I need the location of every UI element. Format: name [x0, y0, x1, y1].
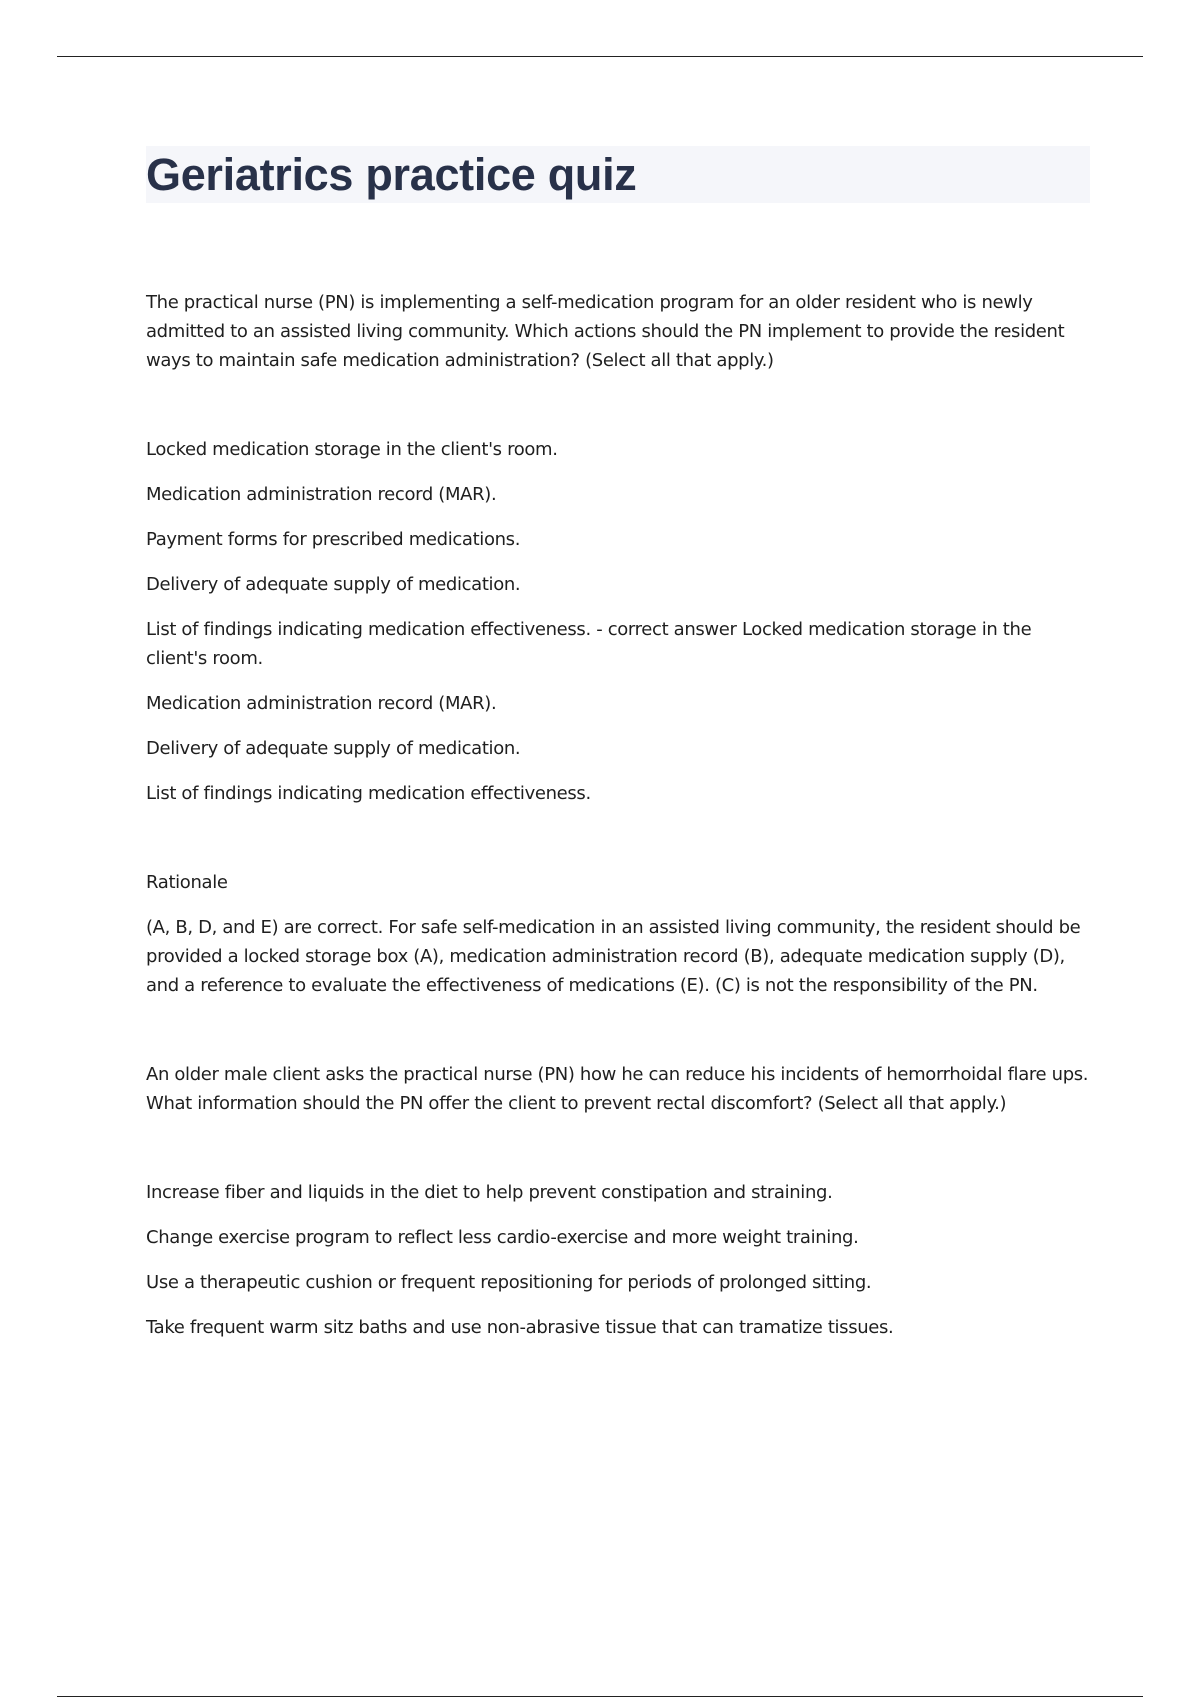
page-title: Geriatrics practice quiz — [146, 149, 637, 200]
question-1-option: Delivery of adequate supply of medication. — [146, 574, 521, 595]
top-rule — [57, 56, 1143, 57]
rationale-text: (A, B, D, and E) are correct. For safe self-medication in an assisted living community, the resident should be provided a locked storage box (A), medication administration record (B), adequate medication supply (D), and a reference to evaluate the effectiveness of medications (E). (C) is not the responsibility of the PN. — [146, 917, 1081, 996]
question-1-answer-item: Medication administration record (MAR). — [146, 693, 497, 714]
rationale-label: Rationale — [146, 872, 228, 893]
question-1-option: Medication administration record (MAR). — [146, 484, 497, 505]
question-1-option-with-answer: List of findings indicating medication effectiveness. - correct answer Locked medication storage in the client's room. — [146, 619, 1032, 669]
title-banner — [146, 146, 1090, 203]
question-2-text: An older male client asks the practical nurse (PN) how he can reduce his incidents of hemorrhoidal flare ups. What information should the PN offer the client to prevent rectal discomfort? (Select all that apply.) — [146, 1064, 1089, 1114]
question-1-option: Locked medication storage in the client's room. — [146, 439, 558, 460]
document-body — [146, 146, 1090, 1358]
question-1-answer-item: List of findings indicating medication effectiveness. — [146, 783, 591, 804]
bottom-rule — [57, 1696, 1143, 1697]
question-2-option: Increase fiber and liquids in the diet to help prevent constipation and straining. — [146, 1182, 833, 1203]
question-1-text: The practical nurse (PN) is implementing a self-medication program for an older resident who is newly admitted to an assisted living community. Which actions should the PN implement to provide the resident ways to maintain safe medication administration? (Select all that apply.) — [146, 292, 1065, 371]
question-2-option: Take frequent warm sitz baths and use non-abrasive tissue that can tramatize tissues. — [146, 1317, 894, 1338]
question-1-answer-item: Delivery of adequate supply of medication. — [146, 738, 521, 759]
question-2-option: Use a therapeutic cushion or frequent repositioning for periods of prolonged sitting. — [146, 1272, 872, 1293]
question-1-option: Payment forms for prescribed medications. — [146, 529, 521, 550]
question-2-option: Change exercise program to reflect less cardio-exercise and more weight training. — [146, 1227, 859, 1248]
question-2-options — [146, 1178, 1090, 1342]
question-1-options — [146, 435, 1090, 808]
